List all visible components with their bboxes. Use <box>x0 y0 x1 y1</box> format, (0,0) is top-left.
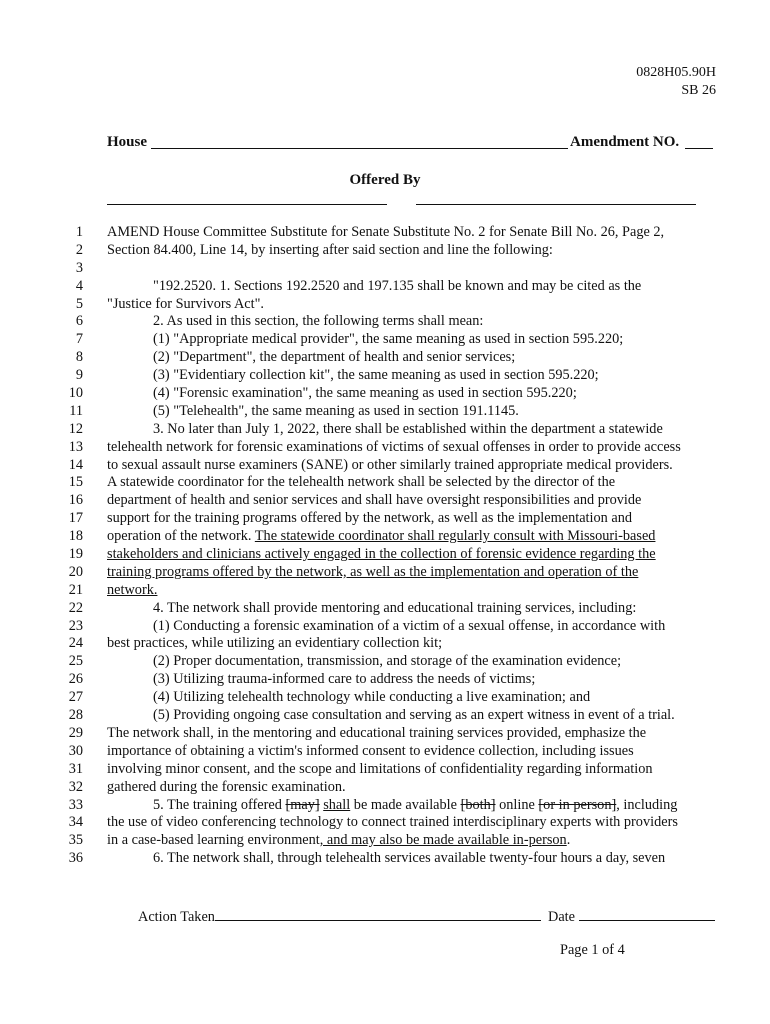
line-number: 1 <box>75 224 83 240</box>
line-text <box>153 850 665 868</box>
line-number: 32 <box>68 778 83 795</box>
line-number: 19 <box>68 546 83 563</box>
text-segment: "192.2520. 1. Sections 192.2520 and 197.135 shall be known and may be cited as the <box>153 277 642 294</box>
line-number: 4 <box>75 277 83 294</box>
text-segment: (2) "Department", the department of health and senior services; <box>153 349 516 366</box>
line-number: 36 <box>68 850 83 867</box>
line-text <box>107 743 634 761</box>
text-segment: 3. No later than July 1, 2022, there shall be established within the department a statewide <box>153 420 663 437</box>
inserted-text: training programs offered by the network, as well as the implementation and operation of the <box>107 563 639 580</box>
document-line <box>0 564 770 582</box>
text-segment: (1) "Appropriate medical provider", the same meaning as used in section 595.220; <box>153 331 624 348</box>
line-text <box>153 331 623 349</box>
amendment-label: Amendment NO. <box>570 134 680 150</box>
document-line <box>0 260 770 278</box>
line-text <box>153 671 535 689</box>
document-line <box>0 474 770 492</box>
bill-code-block <box>636 64 716 100</box>
document-line <box>0 224 770 242</box>
text-segment: (4) "Forensic examination", the same meaning as used in section 595.220; <box>153 385 577 402</box>
line-text <box>107 528 655 546</box>
line-text <box>153 689 590 707</box>
text-segment: online <box>495 796 539 813</box>
document-line <box>0 635 770 653</box>
document-line <box>0 546 770 564</box>
line-text <box>107 725 646 743</box>
line-number: 15 <box>68 474 83 491</box>
line-number: 8 <box>75 349 83 366</box>
document-line <box>0 671 770 689</box>
text-segment: department of health and senior services and shall have oversight responsibilities and provide <box>107 492 642 509</box>
line-number: 28 <box>68 707 83 724</box>
line-number: 24 <box>68 635 83 652</box>
line-number: 17 <box>68 510 83 527</box>
document-line <box>0 689 770 707</box>
text-segment: 5. The training offered <box>153 796 286 813</box>
document-line <box>0 850 770 868</box>
document-line <box>0 618 770 636</box>
line-text <box>107 635 442 653</box>
deleted-text: [both] <box>460 796 496 813</box>
line-text <box>153 349 515 367</box>
line-number: 13 <box>68 438 83 455</box>
text-segment: the use of video conferencing technology to connect trained interdisciplinary experts with providers <box>107 814 678 831</box>
date-field <box>548 906 715 926</box>
line-number: 10 <box>68 385 83 402</box>
text-segment: telehealth network for forensic examinations of victims of sexual offenses in order to provide access <box>107 438 681 455</box>
line-text <box>107 582 157 600</box>
offered-by-label: Offered By <box>349 172 421 188</box>
document-line <box>0 439 770 457</box>
text-segment: The network shall, in the mentoring and educational training services provided, emphasize the <box>107 724 647 741</box>
inserted-text: network. <box>107 581 158 598</box>
line-text <box>107 761 653 779</box>
line-text <box>107 224 664 242</box>
line-text <box>107 474 615 492</box>
line-text <box>107 779 346 797</box>
deleted-text: [or in person] <box>538 796 617 813</box>
text-segment: (1) Conducting a forensic examination of a victim of a sexual offense, in accordance with <box>153 617 666 634</box>
deleted-text: [may] <box>285 796 320 813</box>
document-line <box>0 528 770 546</box>
line-text <box>107 546 656 564</box>
line-text <box>153 403 519 421</box>
line-number: 27 <box>68 689 83 706</box>
action-taken-field <box>138 906 541 926</box>
document-line <box>0 367 770 385</box>
text-segment: (2) Proper documentation, transmission, and storage of the examination evidence; <box>153 653 622 670</box>
line-number: 31 <box>68 760 83 777</box>
document-code: 0828H05.90H <box>636 65 716 80</box>
line-text <box>153 313 483 331</box>
line-text <box>153 600 636 618</box>
sponsor-signature-line-left <box>107 204 387 205</box>
inserted-text: The statewide coordinator shall regularly consult with Missouri-based <box>254 528 656 545</box>
text-segment: best practices, while utilizing an evidentiary collection kit; <box>107 635 443 652</box>
line-number: 9 <box>75 367 83 384</box>
line-text <box>153 278 641 296</box>
document-line <box>0 797 770 815</box>
text-segment: (3) "Evidentiary collection kit", the same meaning as used in section 595.220; <box>153 367 599 384</box>
inserted-text: , and may also be made available in-person <box>319 832 567 849</box>
document-line <box>0 403 770 421</box>
line-number: 25 <box>68 653 83 670</box>
document-line <box>0 832 770 850</box>
line-number: 26 <box>68 671 83 688</box>
line-number: 12 <box>68 420 83 437</box>
line-number: 6 <box>75 313 83 330</box>
line-number: 20 <box>68 563 83 580</box>
line-number: 3 <box>75 259 83 276</box>
text-segment: 4. The network shall provide mentoring and educational training services, including: <box>153 599 637 616</box>
document-line <box>0 761 770 779</box>
line-number: 2 <box>75 241 83 258</box>
line-text <box>107 510 632 528</box>
document-line <box>0 779 770 797</box>
text-segment: involving minor consent, and the scope and limitations of confidentiality regarding information <box>107 760 653 777</box>
house-label: House <box>107 134 148 150</box>
page-number: Page 1 of 4 <box>560 942 625 958</box>
document-line <box>0 510 770 528</box>
line-number: 29 <box>68 724 83 741</box>
document-line <box>0 492 770 510</box>
line-number: 14 <box>68 456 83 473</box>
line-number: 35 <box>68 832 83 849</box>
action-taken-label: Action Taken <box>138 909 215 925</box>
inserted-text: stakeholders and clinicians actively engaged in the collection of forensic evidence regarding the <box>107 546 656 563</box>
document-line <box>0 242 770 260</box>
line-text <box>107 492 641 510</box>
text-segment: , including <box>616 796 678 813</box>
action-taken-blank <box>215 906 541 921</box>
text-segment: AMEND House Committee Substitute for Senate Substitute No. 2 for Senate Bill No. 26, Page 2, <box>107 224 665 240</box>
text-segment: (3) Utilizing trauma-informed care to address the needs of victims; <box>153 671 536 688</box>
bill-number: SB 26 <box>681 83 716 98</box>
line-text <box>153 421 663 439</box>
house-blank <box>151 148 568 149</box>
document-line <box>0 349 770 367</box>
line-text <box>107 242 553 260</box>
line-text <box>107 814 678 832</box>
line-text <box>107 439 681 457</box>
line-text <box>153 653 621 671</box>
line-text <box>153 797 677 815</box>
line-number: 23 <box>68 617 83 634</box>
line-number: 16 <box>68 492 83 509</box>
document-line <box>0 582 770 600</box>
line-text <box>107 457 673 475</box>
document-line <box>0 653 770 671</box>
document-line <box>0 278 770 296</box>
line-text <box>107 564 638 582</box>
line-text <box>153 385 577 403</box>
line-number: 21 <box>68 581 83 598</box>
document-line <box>0 313 770 331</box>
document-line <box>0 814 770 832</box>
text-segment: 2. As used in this section, the following terms shall mean: <box>153 313 484 330</box>
text-segment: support for the training programs offered by the network, as well as the implementation and <box>107 510 633 527</box>
inserted-text: shall <box>323 796 351 813</box>
text-segment: be made available <box>350 796 461 813</box>
line-number: 33 <box>68 796 83 813</box>
text-segment: to sexual assault nurse examiners (SANE) or other similarly trained appropriate medical providers. <box>107 456 673 473</box>
line-text <box>153 618 665 636</box>
line-number: 5 <box>75 295 83 312</box>
sponsor-signature-line-right <box>416 204 696 205</box>
date-label: Date <box>548 909 575 925</box>
line-number: 11 <box>69 402 83 419</box>
document-line <box>0 457 770 475</box>
document-line <box>0 707 770 725</box>
line-text <box>107 296 264 314</box>
amendment-number-blank <box>685 148 713 149</box>
document-line <box>0 385 770 403</box>
amendment-body <box>0 224 770 868</box>
date-blank <box>579 906 715 921</box>
line-number: 34 <box>68 814 83 831</box>
document-line <box>0 421 770 439</box>
document-line <box>0 331 770 349</box>
text-segment: (5) Providing ongoing case consultation and serving as an expert witness in event of a trial. <box>153 707 675 724</box>
line-number: 18 <box>68 528 83 545</box>
text-segment: "Justice for Survivors Act". <box>107 295 265 312</box>
line-text <box>153 707 675 725</box>
text-segment: operation of the network. <box>107 528 255 545</box>
line-number: 30 <box>68 742 83 759</box>
line-text <box>107 832 570 850</box>
text-segment: gathered during the forensic examination. <box>107 778 346 795</box>
document-line <box>0 743 770 761</box>
text-segment: Section 84.400, Line 14, by inserting after said section and line the following: <box>107 241 553 258</box>
document-line <box>0 296 770 314</box>
text-segment: (5) "Telehealth", the same meaning as used in section 191.1145. <box>153 402 519 419</box>
text-segment: . <box>566 832 571 849</box>
text-segment: in a case-based learning environment <box>107 832 320 849</box>
line-number: 7 <box>75 331 83 348</box>
document-line <box>0 600 770 618</box>
text-segment: importance of obtaining a victim's informed consent to evidence collection, including issues <box>107 742 634 759</box>
line-text <box>153 367 599 385</box>
text-segment: 6. The network shall, through telehealth services available twenty-four hours a day, seven <box>153 850 666 867</box>
text-segment: A statewide coordinator for the telehealth network shall be selected by the director of the <box>107 474 616 491</box>
line-number: 22 <box>68 599 83 616</box>
document-line <box>0 725 770 743</box>
text-segment: (4) Utilizing telehealth technology while conducting a live examination; and <box>153 689 591 706</box>
house-amendment-line <box>107 134 713 154</box>
